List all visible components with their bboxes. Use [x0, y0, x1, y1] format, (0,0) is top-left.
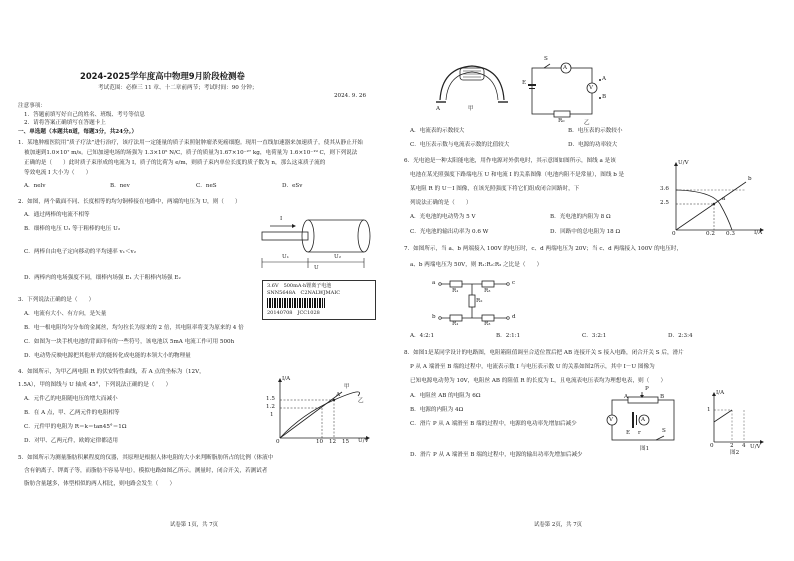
- q1-line: 被加速到1.0×10⁷ m/s。已知加速电场的场强为 1.3×10⁵ N/C，质子的质量为1.67×10⁻²⁷ kg，电荷量为 1.6×10⁻¹⁹ C，则下列说法: [24, 150, 358, 156]
- q7-r3: R₃: [484, 288, 491, 294]
- q4-stem: 1.5A），甲的图线与 U 轴成 45°，下列说法正确的是（ ）: [18, 382, 172, 388]
- q8-fig1-p: P: [645, 386, 649, 392]
- q6-line: 列说法正确的是（ ）: [410, 200, 472, 206]
- q7-terminal-a: a: [432, 280, 436, 286]
- q5-terminal-label: A: [602, 76, 607, 82]
- q5-option: B．电压表的示数较小: [568, 128, 623, 134]
- q4-curve-label: 乙: [358, 398, 364, 404]
- q1-line: 正确的是（ ）此时质子束形成的电流为 I，质子的比荷为 e/m，则质子束内单位长度的质子数为 n，那么这束质子流的: [24, 160, 326, 166]
- battery-label-figure: [262, 280, 376, 320]
- q5-terminal-label: B: [602, 94, 607, 100]
- q2-rod-figure: [256, 212, 376, 272]
- q8-option: C．滑片 P 从 A 端滑至 B 端的过程中，电源的电功率先增加后减少: [410, 421, 577, 427]
- q7-line: a、b 两端电压为 50V，则 R₁:R₂:R₃ 之比是（ ）: [410, 262, 543, 268]
- q5-line: 5．如图所示为测量脂肪积累程度的仪器，其原理是根据人体电阻的大小来判断脂肪所占的比例（体液中: [18, 455, 274, 461]
- q3-option: C．如图为一块手机电池的背面印有的一些符号，该电池以 5mA 电流工作可用 500h: [24, 339, 235, 345]
- notes-item: 1．答题前填写好自己的姓名、班级、考号等信息: [24, 112, 146, 118]
- q6-x-tick: 0.2: [706, 231, 715, 237]
- q7-option: C．3:2:1: [582, 333, 607, 339]
- q1-option: D．eSv: [282, 183, 303, 189]
- footer-left: 试卷第 1页，共 7页: [170, 522, 219, 528]
- q4-curve-label: 甲: [344, 384, 350, 390]
- q5-label-e: E: [522, 80, 527, 86]
- barcode: [267, 298, 325, 308]
- q4-y-tick: 1: [270, 412, 274, 418]
- q5-option: A．电流表的示数较大: [410, 128, 465, 134]
- battery-label-line: SNN5648A C2NALWJMAIC: [267, 290, 341, 296]
- q8-fig2-y-tick: 1: [707, 407, 711, 413]
- q2-option: A．通过两棒的电流不相等: [24, 212, 90, 218]
- q4-stem: 4．如图所示，为甲乙两电阻 R 的伏安特性曲线，若 A 点的坐标为（12V，: [18, 369, 205, 375]
- q1-option: C．neS: [196, 183, 217, 189]
- page-right: [404, 0, 776, 561]
- q8-fig1-caption: 图1: [640, 446, 650, 452]
- q7-terminal-d: d: [512, 314, 516, 320]
- q2-option: D．两棒内的电场强度不同，细棒内场强 E₁ 大于粗棒内场强 E₂: [24, 275, 181, 281]
- q8-fig1-ammeter: A: [641, 417, 646, 423]
- q4-option: C．元件甲的电阻为 R＝k＝tan45°＝1Ω: [24, 424, 127, 430]
- q2-label-u2: U₂: [334, 254, 341, 260]
- q4-graph: [262, 376, 372, 446]
- q6-option: B．光电池的内阻为 8 Ω: [550, 214, 611, 220]
- q8-option: A．电阻丝 AB 的电阻为 6Ω: [410, 393, 481, 399]
- q1-option: B．nev: [110, 183, 130, 189]
- q7-r2: R₂: [476, 298, 483, 304]
- q4-point-label: A: [336, 392, 341, 398]
- q7-option: B．2:1:1: [496, 333, 521, 339]
- q2-option: C．两棒自由电子定向移动的平均速率 v₁＜v₂: [24, 249, 136, 255]
- q1-line: 等效电流 I 大小为（ ）: [24, 170, 92, 176]
- q7-resistor-network: [434, 276, 514, 328]
- q2-label-u1: U₁: [282, 254, 289, 260]
- q8-fig2-x-tick: 0: [710, 443, 714, 449]
- q8-fig1-e: E: [626, 430, 631, 436]
- q4-x-tick: 12: [329, 439, 337, 445]
- q7-r3: R₃: [484, 321, 491, 327]
- q5-ammeter-label: A: [563, 65, 568, 71]
- q2-stem: 2．如图，两个截面不同、长度相等的均匀铜棒接在电路中，两端的电压为 U，则（ ）: [18, 199, 241, 205]
- q6-y-label: U/V: [678, 160, 689, 166]
- q4-y-label: I/A: [282, 376, 291, 382]
- notes-item: 2．请将答案正确填写在答题卡上: [24, 120, 106, 126]
- q4-y-tick: 1.2: [266, 404, 275, 410]
- q6-y-tick: 2.5: [660, 200, 669, 206]
- q6-option: D．回路中的总电阻为 18 Ω: [550, 229, 621, 235]
- q3-option: A．电流有大小、有方向，是矢量: [24, 311, 107, 317]
- page-left: [18, 0, 388, 561]
- q8-fig2-x-tick: 4: [742, 443, 746, 449]
- q5-voltmeter-label: V: [589, 85, 594, 91]
- q6-line: 6．光电池是一种太阳能电池，用作电源对外供电时，其示意图如图所示，图线 a 是该: [404, 158, 616, 164]
- q4-option: D．对甲、乙两元件，欧姆定律都适用: [24, 438, 118, 444]
- q5-line: 含有钠离子、钾离子等，而脂肪不容易导电），模拟电路如图乙所示。测量时，闭合开关，若测试者: [24, 468, 268, 474]
- q5-label-r0: R₀: [558, 118, 565, 124]
- q3-option: D．电动势反映电源把其他形式的能转化成电能的本领大小的物理量: [24, 353, 191, 359]
- q5-caption-yi: 乙: [584, 120, 590, 126]
- q8-fig1-r: r: [638, 430, 641, 436]
- q2-label-u: U: [314, 265, 319, 271]
- q6-line: 电池在某光照强度下路端电压 U 和电流 I 的关系图像（电池内阻不是常量），图线 b 是: [410, 172, 625, 178]
- q2-label-current: I: [280, 216, 283, 222]
- q4-option: A．元件乙的电阻随电压的增大而减小: [24, 396, 118, 402]
- q6-x-label: I/A: [754, 230, 763, 236]
- q4-x-tick: 10: [316, 439, 324, 445]
- q4-x-tick: 15: [342, 439, 350, 445]
- q4-x-label: U/V: [358, 438, 369, 444]
- q8-line: 8．如图1是某同学设计的电路图，电阻箱阻值调至合适位置后把 AB 连接开关 S 接入电路，闭合开关 S 后，滑片: [404, 350, 684, 356]
- exam-meta: 考试范围：必修三 11 章、十二章前两节；考试时间：90 分钟；: [98, 85, 258, 91]
- q6-x-tick: 0: [672, 231, 676, 237]
- section-heading: 一、单选题（本题共8道，每题3分，共24分。）: [18, 129, 138, 135]
- q8-option: B．电源的内阻为 4Ω: [410, 407, 464, 413]
- q5-option: C．电压表示数与电流表示数的比值较大: [410, 142, 510, 148]
- q5-option: D．电源的功率较大: [568, 142, 618, 148]
- q7-line: 7．如图所示，当 a、b 两端接入 100V 的电压时，c、d 两端电压为 20V；当 c、d 两端接入 100V 的电压时，: [404, 246, 683, 252]
- q7-option: D．2:3:4: [668, 333, 693, 339]
- battery-label-line: 20140708 JCC1028: [267, 310, 320, 316]
- q8-fig1-b: B: [660, 394, 665, 400]
- q5-label-a: A: [436, 106, 441, 112]
- q6-curve-label: a: [722, 196, 726, 202]
- battery-label-line: 3.6V 500mA·h锂离子电池: [267, 283, 332, 289]
- q6-line: 某电阻 R 的 U－I 图像，在该光照强度下将它们组成闭合回路时，下: [410, 186, 580, 192]
- exam-date: 2024. 9. 26: [334, 93, 367, 99]
- q8-circuit-fig1: [604, 386, 684, 452]
- q7-r1: R₁: [452, 288, 459, 294]
- q2-option: B．细棒的电压 U₁ 等于粗棒的电压 U₂: [24, 226, 121, 232]
- q8-fig1-s: S: [662, 428, 666, 434]
- q3-option: B．电一根电阻均匀分布的金属丝，均匀拉长为原来的 2 倍，其电阻率将变为原来的 4 倍: [24, 325, 244, 331]
- q6-option: A．光电池的电动势为 5 V: [410, 214, 476, 220]
- q8-fig1-a: A: [624, 394, 629, 400]
- q6-x-tick: 0.3: [726, 231, 735, 237]
- q8-fig2-y-label: I/A: [716, 390, 725, 396]
- q3-stem: 3．下列说法正确的是（ ）: [18, 297, 95, 303]
- footer-right: 试卷第 2页，共 7页: [534, 522, 583, 528]
- q5-circuit-yi: [522, 56, 612, 126]
- q8-line: P 从 A 端滑至 B 端的过程中，电流表示数 I 与电压表示数 U 的关系如图2所示，其中 I－U 图像为: [410, 364, 655, 370]
- notes-heading: 注意事项：: [18, 103, 46, 109]
- q7-terminal-b: b: [432, 314, 436, 320]
- q8-line: 已知电源电动势为 10V，电阻丝 AB 的阻值 R 的长度为 L，且电流表电压表均为理想电表，则（ ）: [410, 378, 667, 384]
- q7-option: A．4:2:1: [410, 333, 435, 339]
- q4-x-tick: 0: [276, 439, 280, 445]
- q4-y-tick: 1.5: [266, 396, 275, 402]
- exam-title: 2024-2025学年度高中物理9月阶段检测卷: [80, 71, 245, 81]
- q7-r1: R₁: [452, 321, 459, 327]
- q5-figure-jia: [432, 58, 512, 113]
- q8-fig2-x-tick: 2: [730, 443, 734, 449]
- q8-fig2-x-label: U/V: [750, 444, 761, 450]
- q1-line: 1．某地肿瘤医院用“质子疗法”进行治疗，该疗法用一定能量的质子束照射肿瘤杀死癌细胞。现用一直线加速器来加速质子，使其从静止开始: [18, 140, 363, 146]
- q5-label-s: S: [544, 56, 548, 62]
- q6-y-tick: 3.6: [660, 186, 669, 192]
- q8-option: D．滑片 P 从 A 端滑至 B 端的过程中，电源的输出功率先增加后减少: [410, 452, 583, 458]
- q6-graph: [656, 160, 766, 240]
- q4-option: B．在 A 点，甲、乙两元件的电阻相等: [24, 410, 120, 416]
- q1-option: A．nelv: [24, 183, 46, 189]
- q5-caption-jia: 甲: [468, 106, 474, 112]
- q8-fig2-caption: 图2: [730, 450, 740, 456]
- q8-fig1-voltmeter: V: [609, 417, 614, 423]
- q6-curve-label: b: [748, 176, 752, 182]
- q6-option: C．光电池的输出功率为 0.6 W: [410, 229, 489, 235]
- q7-terminal-c: c: [512, 280, 516, 286]
- q8-graph-fig2: [704, 390, 764, 456]
- q5-line: 脂肪含量越多，体型相似的两人相比，则电路会发生（ ）: [24, 481, 176, 487]
